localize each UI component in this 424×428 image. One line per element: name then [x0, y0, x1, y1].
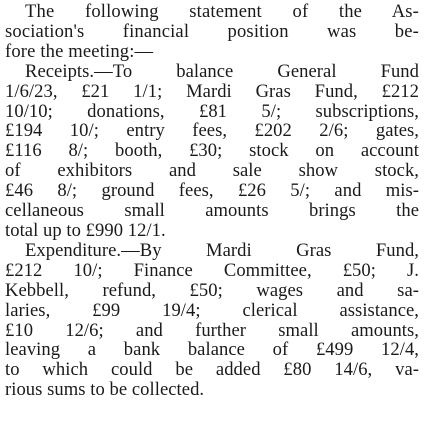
receipts-line: £194 10/; entry fees, £202 2/6; gates, [5, 120, 419, 142]
intro-line: sociation's financial position was be- [5, 20, 419, 42]
receipts-line: 1/6/23, £21 1/1; Mardi Gras Fund, £212 [5, 80, 419, 102]
expenditure-line: laries, £99 19/4; clerical assistance, [5, 299, 419, 321]
receipts-line: of exhibitors and sale show stock, [5, 160, 419, 182]
expenditure-paragraph [5, 241, 419, 400]
receipts-line: £46 8/; ground fees, £26 5/; and mis- [5, 180, 419, 202]
expenditure-line: Kebbell, refund, £50; wages and sa- [5, 279, 419, 301]
expenditure-line: rious sums to be collected. [5, 379, 205, 401]
expenditure-line: to which could be added £80 14/6, va- [5, 359, 419, 381]
receipts-line: cellaneous small amounts brings the [5, 200, 419, 222]
intro-paragraph [5, 2, 419, 62]
expenditure-line: leaving a bank balance of £499 12/4, [5, 339, 419, 361]
receipts-line: 10/10; donations, £81 5/; subscriptions, [5, 100, 419, 122]
intro-line: fore the meeting:— [5, 40, 154, 62]
receipts-line: Receipts.—To balance General Fund [25, 60, 419, 82]
receipts-line: total up to £990 12/1. [5, 219, 166, 241]
expenditure-line: £10 12/6; and further small amounts, [5, 319, 419, 341]
expenditure-line: Expenditure.—By Mardi Gras Fund, [25, 239, 419, 261]
intro-line: The following statement of the As- [25, 1, 419, 22]
receipts-line: £116 8/; booth, £30; stock on account [5, 140, 419, 162]
expenditure-line: £212 10/; Finance Committee, £50; J. [5, 259, 419, 281]
receipts-paragraph [5, 62, 419, 241]
